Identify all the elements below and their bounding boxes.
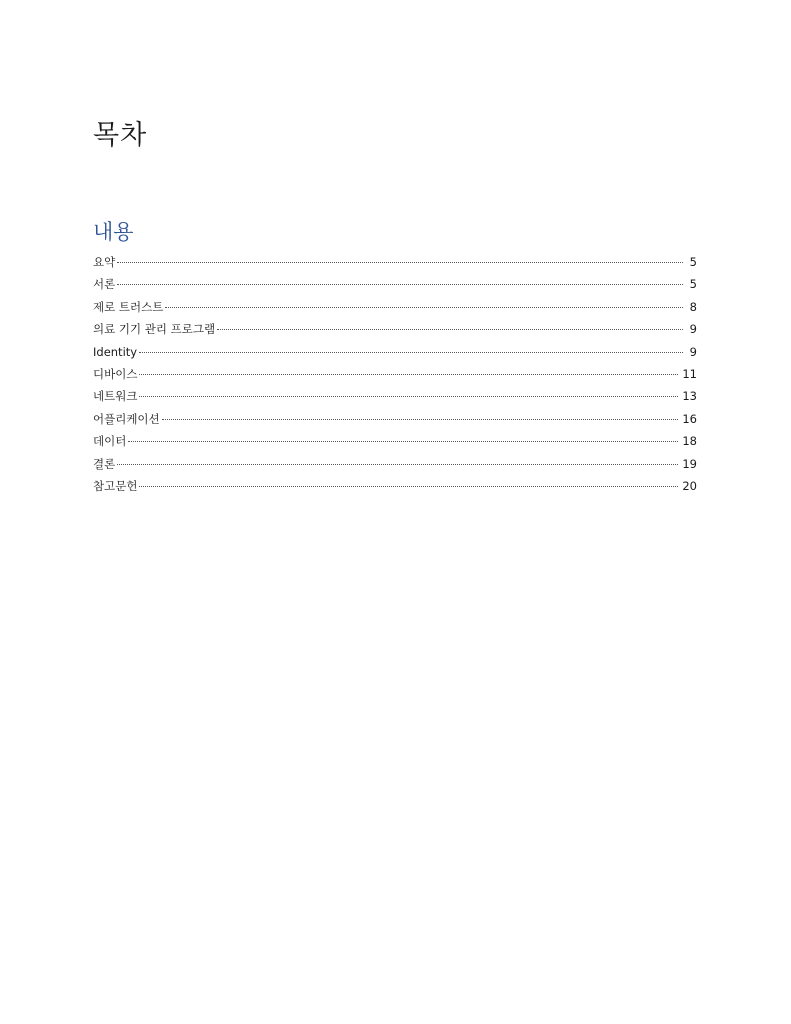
toc-entry-page: 11 [682, 366, 697, 381]
toc-entry-label: 어플리케이션 [93, 411, 160, 426]
toc-entry-page: 9 [689, 344, 697, 359]
toc-entry-label: 디바이스 [93, 366, 138, 381]
toc-entry-label: 의료 기기 관리 프로그램 [93, 322, 216, 337]
toc-entry-label: 네트워크 [93, 389, 138, 404]
dot-leader [162, 419, 679, 420]
toc-list [93, 251, 697, 497]
toc-entry-introduction[interactable] [93, 273, 697, 295]
toc-entry-medical-device-program[interactable] [93, 318, 697, 340]
toc-entry-page: 18 [682, 434, 697, 449]
toc-entry-page: 13 [682, 389, 697, 404]
document-title: 목차 [93, 120, 148, 151]
toc-entry-page: 16 [682, 411, 697, 426]
toc-entry-label: 서론 [93, 277, 116, 292]
toc-entry-references[interactable] [93, 475, 697, 497]
toc-entry-page: 19 [682, 456, 697, 471]
toc-entry-label: 제로 트러스트 [93, 299, 164, 314]
toc-entry-application[interactable] [93, 408, 697, 430]
dot-leader [117, 262, 683, 263]
toc-entry-label: 데이터 [93, 434, 127, 449]
toc-entry-identity[interactable] [93, 341, 697, 363]
toc-entry-page: 8 [689, 299, 697, 314]
toc-entry-label: 요약 [93, 255, 116, 269]
dot-leader [117, 284, 683, 285]
toc-entry-device[interactable] [93, 363, 697, 385]
dot-leader [139, 374, 678, 375]
dot-leader [139, 396, 678, 397]
toc-entry-summary[interactable] [93, 251, 697, 273]
toc-entry-page: 9 [689, 322, 697, 337]
dot-leader [217, 329, 683, 330]
toc-entry-page: 5 [689, 255, 697, 269]
toc-entry-conclusion[interactable] [93, 453, 697, 475]
toc-entry-zero-trust[interactable] [93, 296, 697, 318]
dot-leader [139, 352, 683, 353]
dot-leader [128, 441, 678, 442]
toc-entry-page: 5 [689, 277, 697, 292]
toc-entry-network[interactable] [93, 385, 697, 407]
toc-entry-page: 20 [682, 478, 697, 493]
dot-leader [165, 307, 683, 308]
dot-leader [117, 464, 678, 465]
toc-entry-label: Identity [93, 344, 138, 359]
toc-entry-data[interactable] [93, 430, 697, 452]
dot-leader [139, 486, 678, 487]
toc-entry-label: 결론 [93, 456, 116, 471]
toc-heading: 내용 [93, 220, 134, 244]
toc-entry-label: 참고문헌 [93, 478, 138, 493]
